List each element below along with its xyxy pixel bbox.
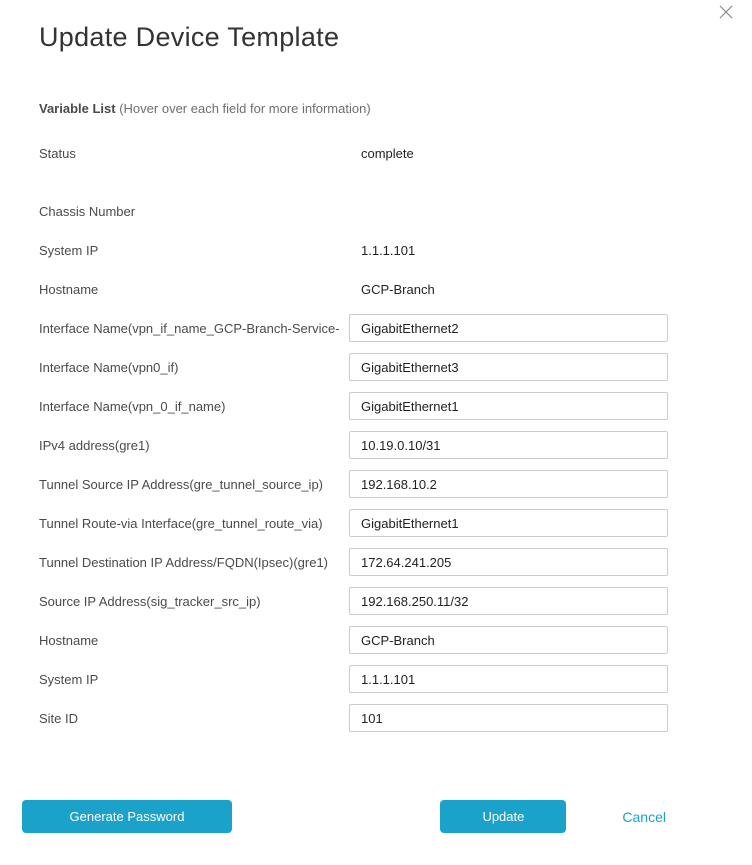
field-value: complete [361, 145, 414, 161]
field-label: Status [39, 145, 76, 161]
field-row [39, 704, 707, 732]
cancel-button[interactable]: Cancel [622, 808, 666, 825]
field-input[interactable] [349, 587, 668, 615]
field-row [39, 431, 707, 459]
field-input[interactable] [349, 392, 668, 420]
field-row [39, 139, 707, 167]
field-input[interactable] [349, 704, 668, 732]
field-row [39, 275, 707, 303]
field-label: System IP [39, 242, 99, 258]
field-label: Interface Name(vpn_0_if_name) [39, 398, 226, 414]
field-label: Source IP Address(sig_tracker_src_ip) [39, 593, 261, 609]
field-label: Tunnel Route-via Interface(gre_tunnel_route_via) [39, 515, 323, 531]
field-row [39, 626, 707, 654]
close-icon[interactable] [717, 5, 735, 23]
field-label: Interface Name(vpn0_if) [39, 359, 179, 375]
variable-list-label: Variable List [39, 101, 116, 116]
field-row [39, 353, 707, 381]
field-input[interactable] [349, 548, 668, 576]
variable-list-rows [39, 139, 707, 732]
field-label: IPv4 address(gre1) [39, 437, 150, 453]
generate-password-button[interactable]: Generate Password [22, 800, 232, 833]
dialog-title: Update Device Template [39, 22, 340, 52]
field-row [39, 197, 707, 225]
x-icon [719, 5, 733, 19]
field-input[interactable] [349, 470, 668, 498]
field-label: System IP [39, 671, 99, 687]
field-label: Chassis Number [39, 203, 136, 219]
variable-list-heading [39, 101, 752, 116]
field-label: Interface Name(vpn_if_name_GCP-Branch-Service- [39, 320, 340, 336]
field-label: Site ID [39, 710, 79, 726]
field-row [39, 236, 707, 264]
field-label: Tunnel Destination IP Address/FQDN(Ipsec)(gre1) [39, 554, 329, 570]
field-value: 1.1.1.101 [361, 242, 416, 258]
variable-list-hint: (Hover over each field for more information) [119, 101, 371, 116]
field-label: Tunnel Source IP Address(gre_tunnel_source_ip) [39, 476, 324, 492]
field-label: Hostname [39, 632, 99, 648]
field-input[interactable] [349, 431, 668, 459]
field-row [39, 509, 707, 537]
dialog-footer [0, 800, 752, 833]
field-input[interactable] [349, 665, 668, 693]
field-row [39, 665, 707, 693]
field-label: Hostname [39, 281, 99, 297]
field-row [39, 470, 707, 498]
field-row [39, 587, 707, 615]
field-row [39, 548, 707, 576]
field-input[interactable] [349, 353, 668, 381]
update-button[interactable]: Update [440, 800, 566, 833]
field-input[interactable] [349, 509, 668, 537]
field-input[interactable] [349, 314, 668, 342]
field-value: GCP-Branch [361, 281, 435, 297]
field-input[interactable] [349, 626, 668, 654]
field-row [39, 392, 707, 420]
field-row [39, 314, 707, 342]
